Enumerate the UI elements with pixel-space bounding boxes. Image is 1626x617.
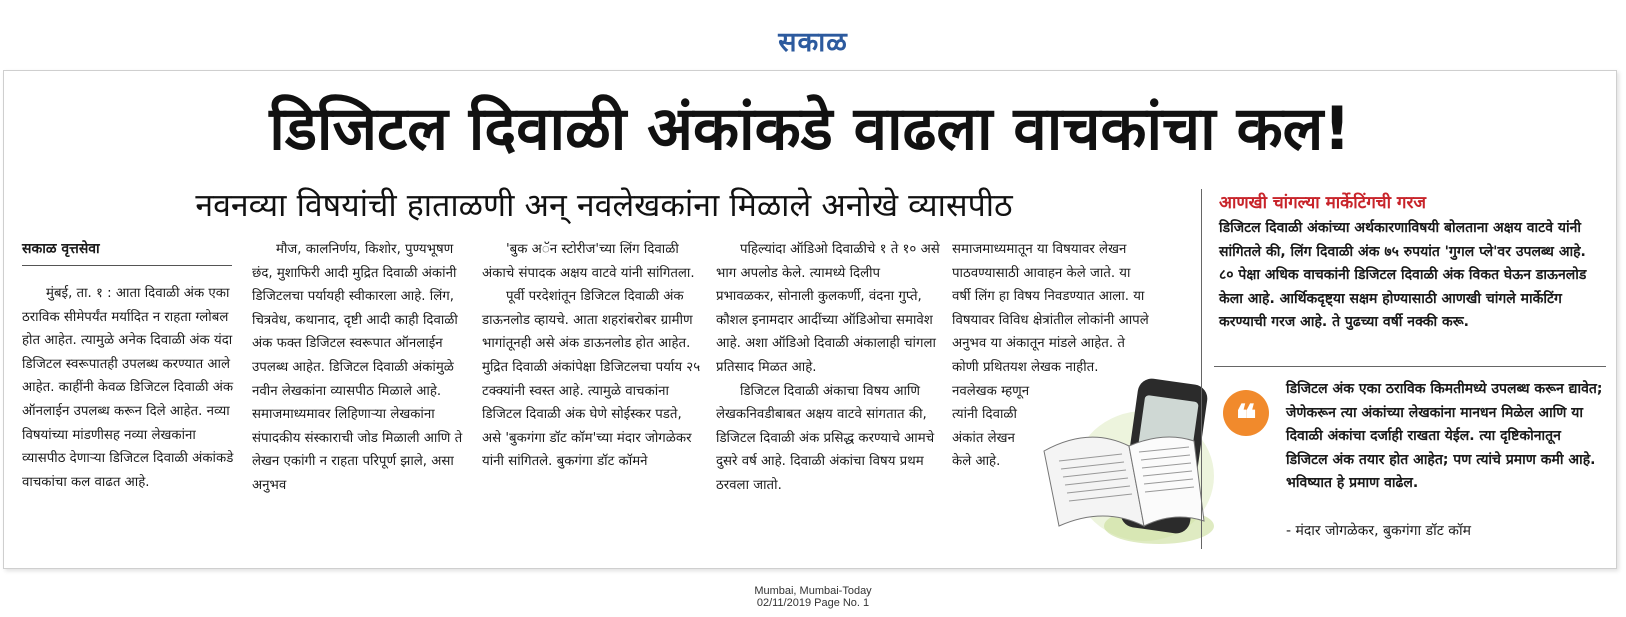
headline: डिजिटल दिवाळी अंकांकडे वाढला वाचकांचा कल!: [269, 94, 1351, 164]
quote-author: - मंदार जोगळेकर, बुकगंगा डॉट कॉम: [1286, 523, 1471, 539]
byline: सकाळ वृत्तसेवा: [22, 237, 232, 266]
paragraph: पूर्वी परदेशांतून डिजिटल दिवाळी अंक डाऊनलोड व्हायचे. आता शहरांबरोबर ग्रामीण भागांतूनही असे अंक डाऊनलोड होत आहेत. मुद्रित दिवाळी अंकांपेक्षा डिजिटलचा पर्याय २५ टक्क्यांनी स्वस्त आहे. त्यामुळे वाचकांना डिजिटल दिवाळी अंक घेणे सोईस्कर पडते, असे 'बुकगंगा डॉट कॉम'च्या मंदार जोगळेकर यांनी सांगितले. बुकगंगा डॉट कॉमने: [482, 289, 701, 470]
sidebar-divider: [1214, 366, 1606, 367]
article-column-4: [716, 238, 941, 498]
pull-quote: डिजिटल अंक एका ठराविक किमतीमध्ये उपलब्ध करून द्यावेत; जेणेकरून त्या अंकांच्या लेखकांना मानधन मिळेल आणि या दिवाळी अंकांचा दर्जाही राखता येईल. त्या दृष्टिकोनातून डिजिटल अंक तयार होत आहेत; पण त्यांचे प्रमाण कमी आहे. भविष्यात हे प्रमाण वाढेल.: [1286, 381, 1603, 492]
paragraph: पहिल्यांदा ऑडिओ दिवाळीचे १ ते १० असे भाग अपलोड केले. त्यामध्ये दिलीप प्रभावळकर, सोनाली कुलकर्णी, वंदना गुप्ते, कौशल इनामदार आदींच्या ऑडिओचा समावेश आहे. अशा ऑडिओ दिवाळी अंकालाही चांगला प्रतिसाद मिळत आहे.: [716, 242, 940, 375]
article-column-2: [252, 238, 470, 498]
masthead-logo: सकाळ: [778, 27, 848, 58]
news-clipping: [3, 70, 1617, 569]
paragraph: डिजिटल दिवाळी अंकाचा विषय आणि लेखकनिवडीबाबत अक्षय वाटवे सांगतात की, डिजिटल दिवाळी अंक प्रसिद्ध करण्याचे आमचे दुसरे वर्ष आहे. दिवाळी अंकांचा विषय प्रथम ठरवला जातो.: [716, 383, 935, 493]
paragraph: 'बुक अॅन स्टोरीज'च्या लिंग दिवाळी अंकाचे संपादक अक्षय वाटवे यांनी सांगितला.: [482, 242, 695, 281]
date-page-label: 02/11/2019 Page No. 1: [756, 597, 870, 609]
paragraph: मुंबई, ता. १ : आता दिवाळी अंक एका ठराविक सीमेपर्यंत मर्यादित न राहता ग्लोबल होत आहेत. त्यामुळे अनेक दिवाळी अंक यंदा डिजिटल स्वरूपातही उपलब्ध करण्यात आले आहेत. काहींनी केवळ डिजिटल दिवाळी अंक ऑनलाईन उपलब्ध करून दिले आहेत. नव्या विषयांच्या मांडणीसह नव्या लेखकांना व्यासपीठ देणाऱ्या डिजिटल दिवाळी अंकांकडे वाचकांचा कल वाढत आहे.: [22, 286, 234, 490]
phone-book-illustration: [1034, 376, 1214, 556]
article-column-3: [482, 238, 704, 474]
subheadline: नवनव्या विषयांची हाताळणी अन् नवलेखकांना मिळाले अनोखे व्यासपीठ: [195, 186, 1013, 224]
page-footer: [0, 585, 1626, 609]
sidebar-title: आणखी चांगल्या मार्केटिंगची गरज: [1219, 193, 1427, 213]
quote-icon: ❝: [1223, 390, 1269, 436]
sidebar-body: डिजिटल दिवाळी अंकांच्या अर्थकारणाविषयी बोलताना अक्षय वाटवे यांनी सांगितले की, लिंग दिवाळी अंक ७५ रुपयांत 'गुगल प्ले'वर उपलब्ध आहे. ८० पेक्षा अधिक वाचकांनी डिजिटल दिवाळी अंक विकत घेऊन डाऊनलोड केला आहे. आर्थिकदृष्ट्या सक्षम होण्यासाठी आणखी चांगले मार्केटिंग करण्याची गरज आहे. ते पुढच्या वर्षी नक्की करू.: [1219, 220, 1587, 331]
paragraph: समाजमाध्यमातून या विषयावर लेखन पाठवण्यासाठी आवाहन केले जाते. या वर्षी लिंग हा विषय निवडण्यात आला. या विषयावर विविध क्षेत्रांतील लोकांनी आपले अनुभव या अंकातून मांडले आहेत. ते कोणी प्रथितयश लेखक नाहीत.: [952, 242, 1149, 375]
paragraph: नवलेखक म्हणून त्यांनी दिवाळी अंकांत लेखन केले आहे.: [952, 383, 1030, 470]
edition-label: Mumbai, Mumbai-Today: [754, 585, 872, 597]
article-column-1: [22, 282, 237, 494]
column-divider: [1201, 189, 1202, 549]
paragraph: मौज, कालनिर्णय, किशोर, पुण्यभूषण छंद, मुशाफिरी आदी मुद्रित दिवाळी अंकांनी डिजिटलचा पर्यायही स्वीकारला आहे. लिंग, चित्रवेध, कथानाद, दृष्टी आदी काही दिवाळी अंक फक्त डिजिटल स्वरूपात ऑनलाईन उपलब्ध आहेत. डिजिटल दिवाळी अंकांमुळे नवीन लेखकांना व्यासपीठ मिळाले आहे. समाजमाध्यमावर लिहिणाऱ्या लेखकांना संपादकीय संस्काराची जोड मिळाली आणि ते लेखन एकांगी न राहता परिपूर्ण झाले, असा अनुभव: [252, 242, 463, 493]
